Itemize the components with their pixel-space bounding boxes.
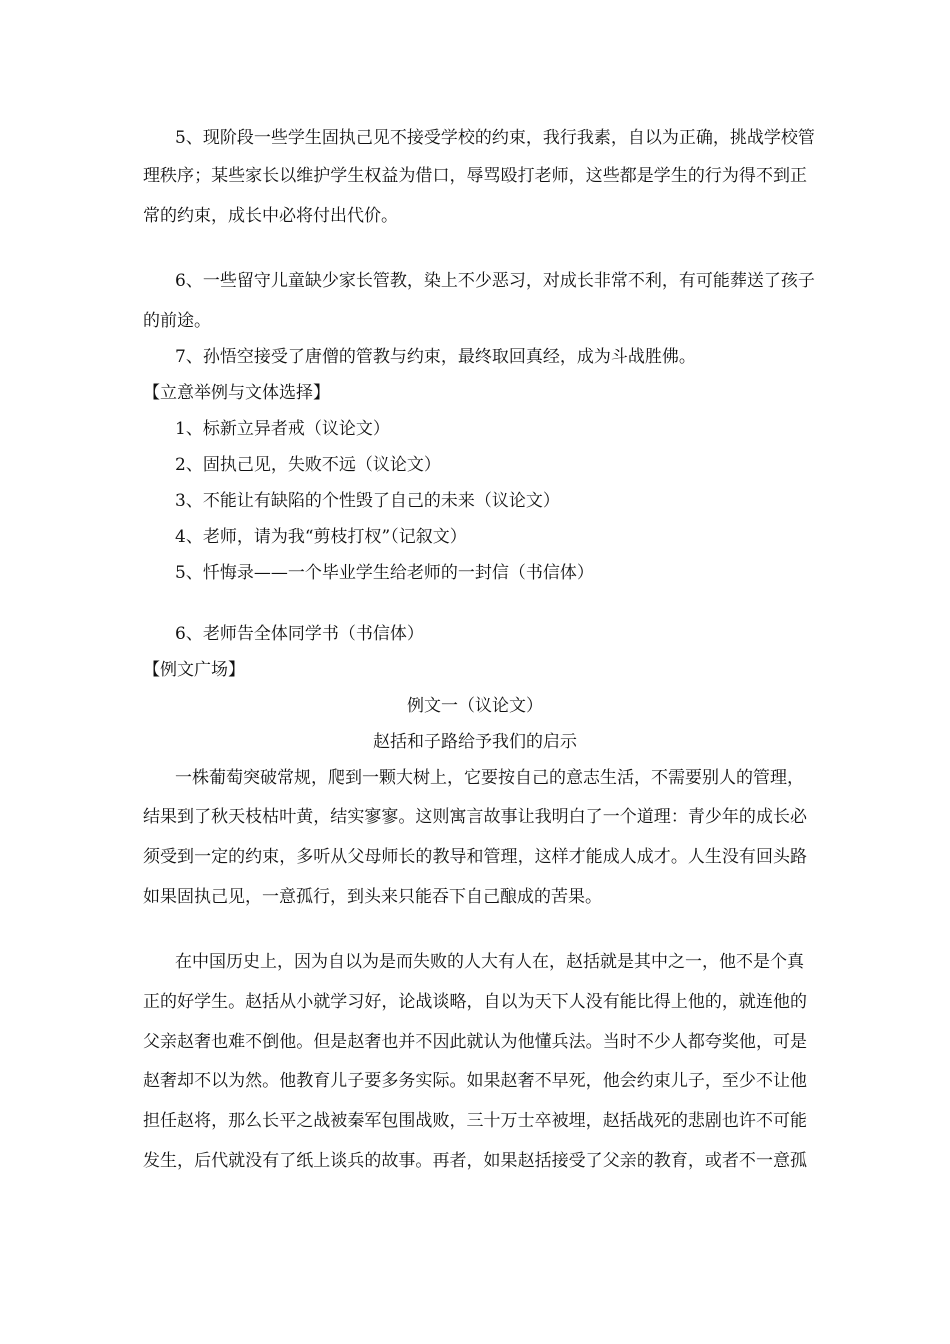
para-1-line-4: 如果固执己见，一意孤行，到头来只能吞下自己酿成的苦果。 [143, 887, 602, 907]
point-6-line-1: 6、一些留守儿童缺少家长管教，染上不少恶习，对成长非常不利，有可能葬送了孩子 [175, 271, 815, 291]
para-2-line-6: 发生，后代就没有了纸上谈兵的故事。再者，如果赵括接受了父亲的教育，或者不一意孤 [143, 1151, 807, 1171]
essay-label: 例文一（议论文） [407, 696, 543, 716]
point-5-line-2: 理秩序；某些家长以维护学生权益为借口，辱骂殴打老师，这些都是学生的行为得不到正 [143, 166, 807, 186]
para-2-line-5: 担任赵将，那么长平之战被秦军包围战败，三十万士卒被埋，赵括战死的悲剧也许不可能 [143, 1111, 807, 1131]
idea-item-4: 4、老师，请为我“剪枝打杈”（记叙文） [175, 527, 467, 547]
para-2-line-3: 父亲赵奢也难不倒他。但是赵奢也并不因此就认为他懂兵法。当时不少人都夸奖他，可是 [143, 1032, 807, 1052]
ideas-heading: 【立意举例与文体选择】 [143, 383, 330, 403]
para-2-line-4: 赵奢却不以为然。他教育儿子要多务实际。如果赵奢不早死，他会约束儿子，至少不让他 [143, 1071, 807, 1091]
examples-heading: 【例文广场】 [143, 660, 245, 680]
point-5-line-3: 常的约束，成长中必将付出代价。 [143, 206, 398, 226]
essay-title: 赵括和子路给予我们的启示 [373, 732, 577, 752]
idea-item-1: 1、标新立异者戒（议论文） [175, 419, 390, 439]
point-5-line-1: 5、现阶段一些学生固执己见不接受学校的约束，我行我素，自以为正确，挑战学校管 [175, 128, 815, 148]
idea-item-3: 3、不能让有缺陷的个性毁了自己的未来（议论文） [175, 491, 560, 511]
idea-item-5: 5、忏悔录——一个毕业学生给老师的一封信（书信体） [175, 563, 594, 583]
para-2-line-1: 在中国历史上，因为自以为是而失败的人大有人在，赵括就是其中之一，他不是个真 [175, 952, 804, 972]
para-1-line-2: 结果到了秋天枝枯叶黄，结实寥寥。这则寓言故事让我明白了一个道理：青少年的成长必 [143, 807, 807, 827]
para-2-line-2: 正的好学生。赵括从小就学习好，论战谈略，自以为天下人没有能比得上他的，就连他的 [143, 992, 807, 1012]
idea-item-6: 6、老师告全体同学书（书信体） [175, 624, 424, 644]
idea-item-2: 2、固执己见，失败不远（议论文） [175, 455, 441, 475]
point-7: 7、孙悟空接受了唐僧的管教与约束，最终取回真经，成为斗战胜佛。 [175, 347, 696, 367]
para-1-line-1: 一株葡萄突破常规，爬到一颗大树上，它要按自己的意志生活，不需要别人的管理， [175, 768, 804, 788]
point-6-line-2: 的前途。 [143, 311, 211, 331]
para-1-line-3: 须受到一定的约束，多听从父母师长的教导和管理，这样才能成人成才。人生没有回头路 [143, 847, 807, 867]
